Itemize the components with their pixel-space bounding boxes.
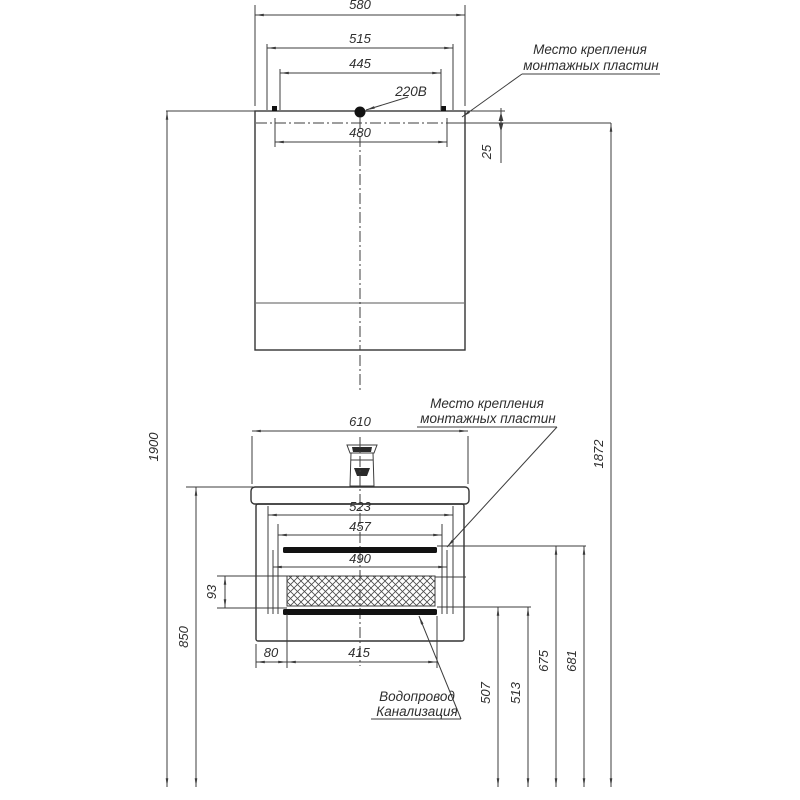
vanity-mount-label-line2: монтажных пластин	[420, 411, 556, 426]
vanity-unit	[251, 437, 586, 666]
faucet-spout-inner	[352, 447, 372, 452]
power-outlet-dot-icon	[355, 107, 366, 118]
dim-25-arrow-up	[499, 112, 504, 121]
dim-80-value: 80	[263, 645, 279, 660]
dim-25-arrow-down	[499, 123, 504, 132]
dim-490-value: 490	[349, 551, 371, 566]
faucet-handle	[354, 468, 370, 476]
height-dimensions	[146, 111, 611, 787]
mirror-cabinet	[166, 106, 611, 392]
dim-415-value: 415	[348, 645, 370, 660]
mounting-plate-lower	[283, 609, 437, 615]
utilities-label-line2: Канализация	[376, 704, 458, 719]
top-mount-label-line2: монтажных пластин	[523, 58, 659, 73]
mount-point-right-icon	[441, 106, 446, 111]
top-mount-label-line1: Место крепления	[533, 42, 647, 57]
utilities-label	[371, 616, 461, 719]
dim-610-value: 610	[349, 414, 371, 429]
mount-point-left-icon	[272, 106, 277, 111]
vanity-dimensions	[204, 414, 468, 668]
dim-850-value: 850	[176, 626, 191, 648]
utilities-label-line1: Водопровод	[379, 689, 455, 704]
dim-1872-value: 1872	[591, 439, 606, 469]
dim-681-value: 681	[564, 650, 579, 672]
dim-580-value: 580	[349, 0, 371, 12]
dim-1900-value: 1900	[146, 432, 161, 462]
dim-445-value: 445	[349, 56, 371, 71]
dim-523-value: 523	[349, 499, 371, 514]
utility-zone-hatch	[287, 576, 435, 606]
dim-93-value: 93	[204, 584, 219, 600]
power-label-text: 220В	[395, 84, 427, 99]
dim-480-value: 480	[349, 125, 371, 140]
dim-675-value: 675	[536, 650, 551, 672]
power-label	[366, 84, 427, 110]
dim-513-value: 513	[508, 682, 523, 704]
vanity-mount-label-line1: Место крепления	[430, 396, 544, 411]
dim-457-value: 457	[349, 519, 371, 534]
top-mount-label	[462, 42, 660, 117]
dim-507-value: 507	[478, 682, 493, 704]
top-dimensions	[255, 0, 503, 163]
dim-25-value: 25	[479, 144, 494, 160]
faucet	[347, 445, 377, 486]
vanity-mount-label	[417, 396, 557, 547]
dim-515-value: 515	[349, 31, 371, 46]
